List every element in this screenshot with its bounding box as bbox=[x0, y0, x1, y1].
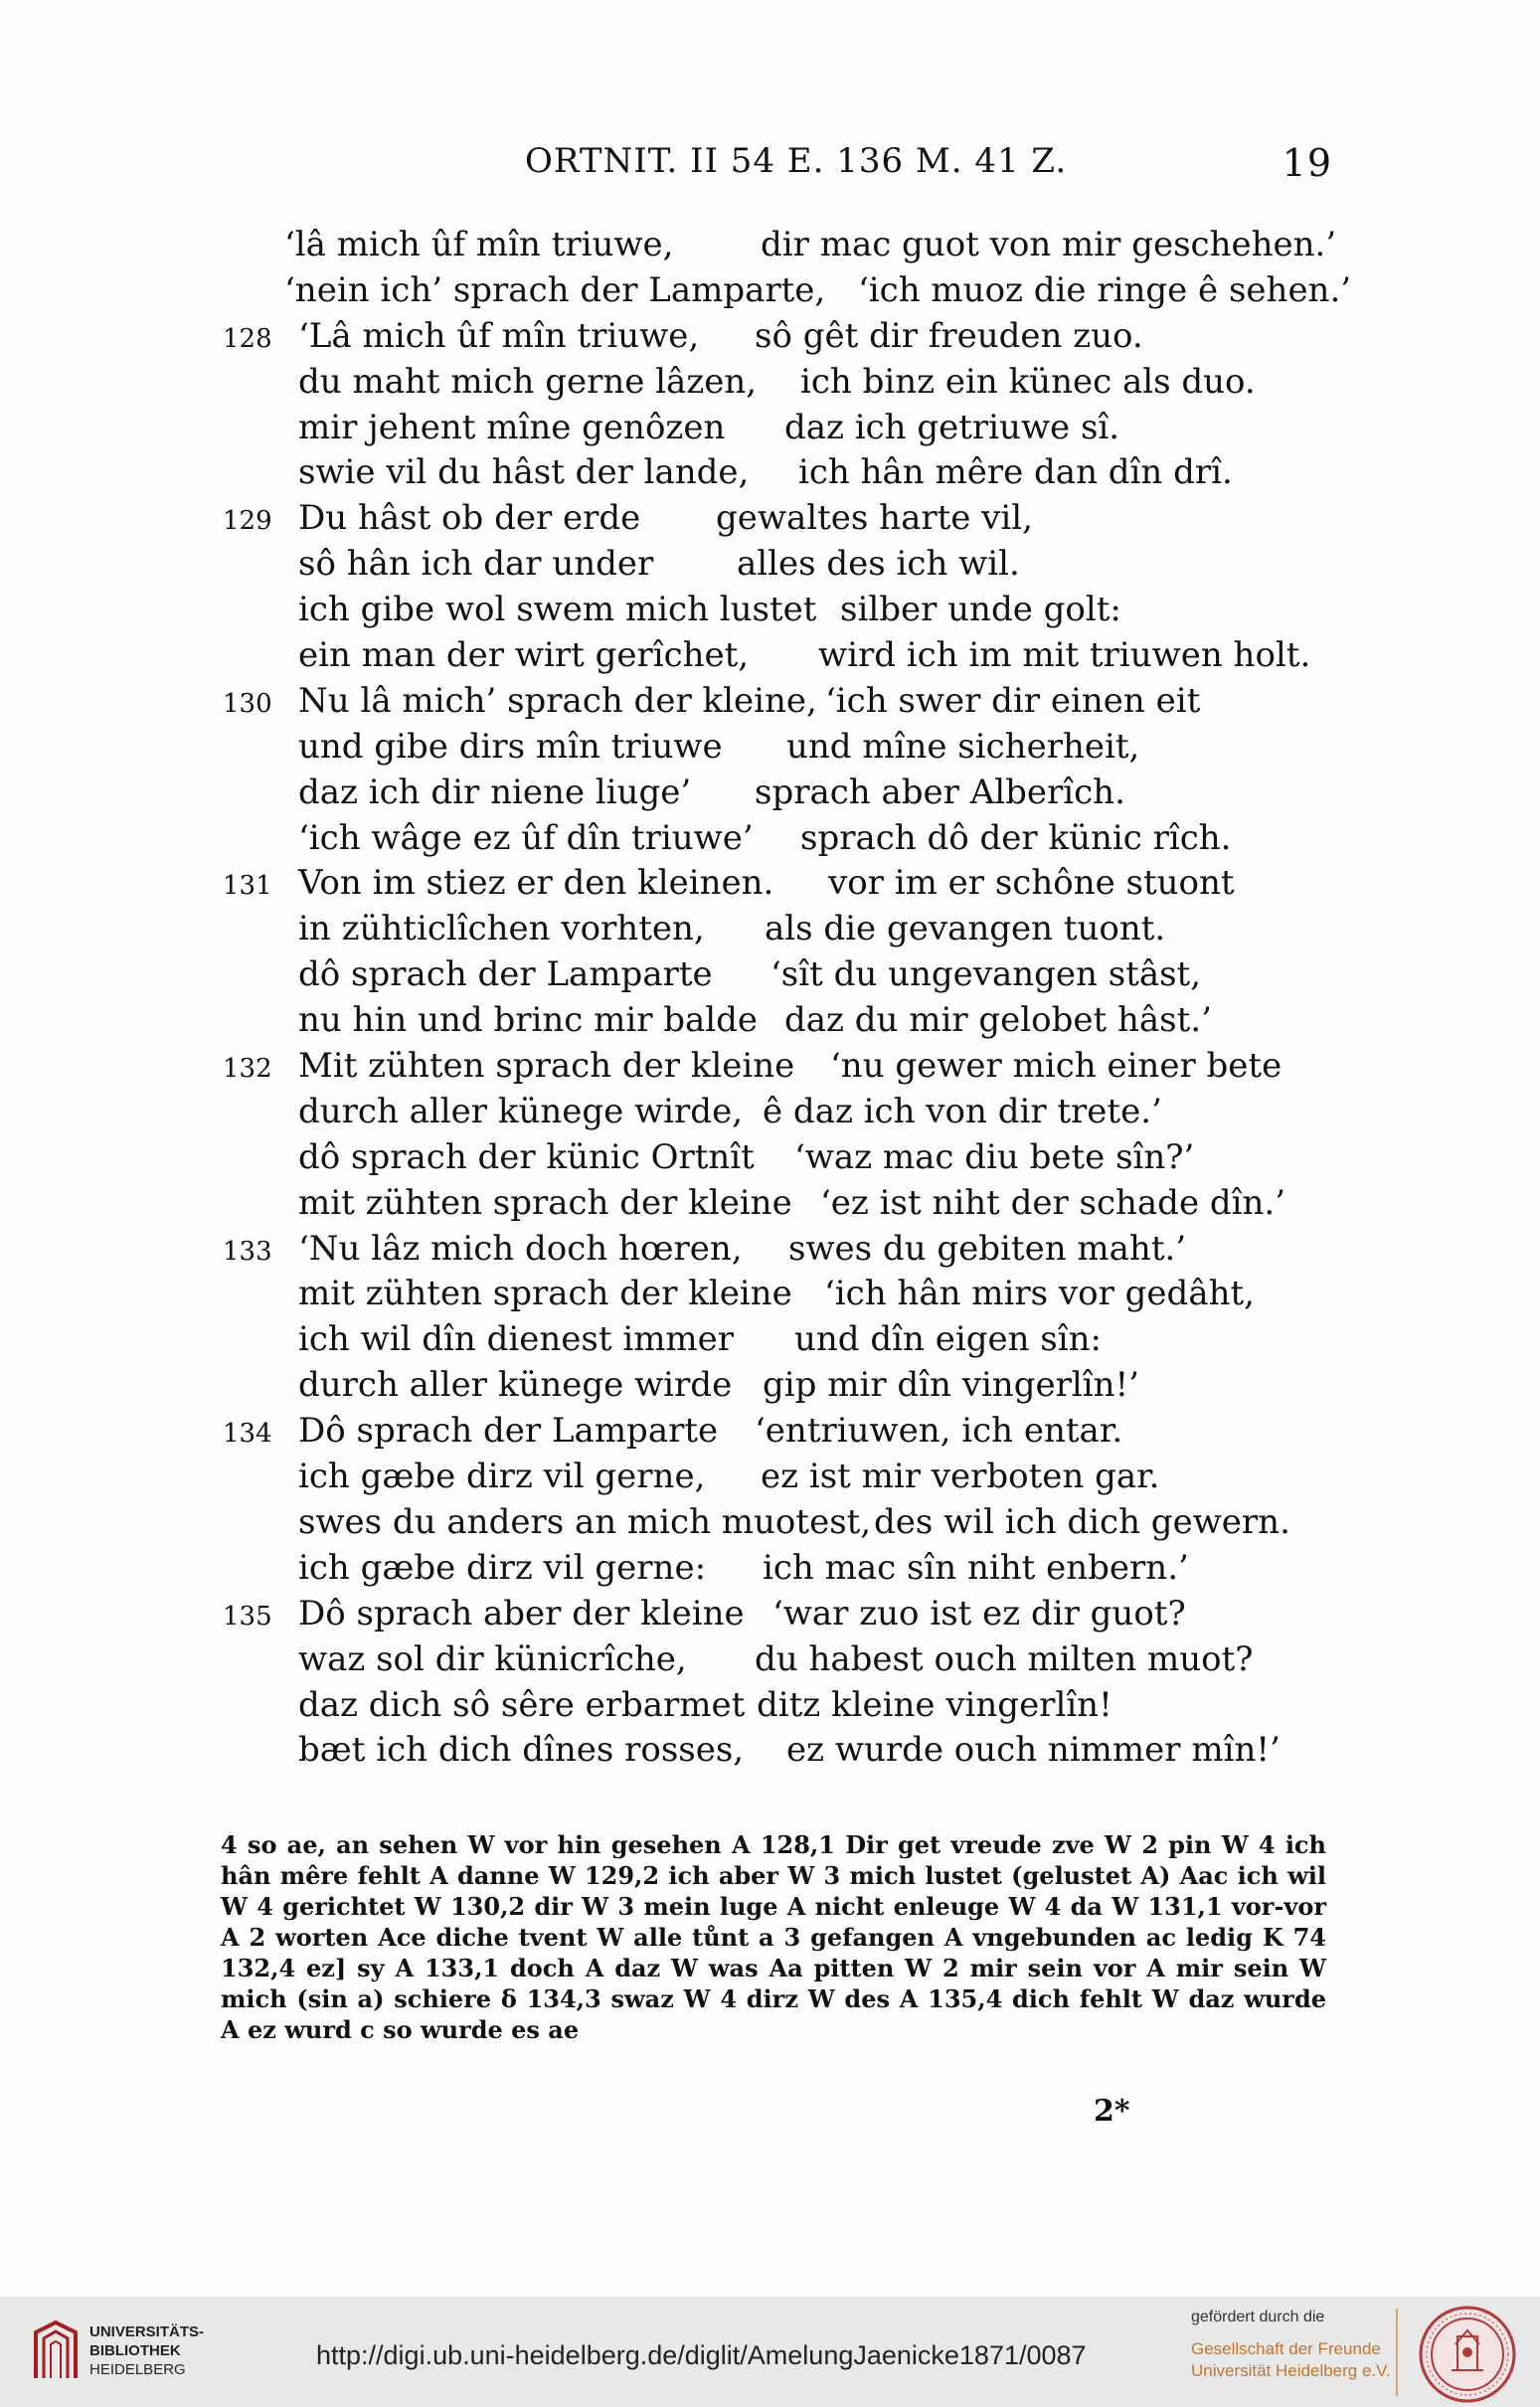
second-half-line: daz ich getriuwe sî. bbox=[784, 407, 1120, 447]
running-title: ORTNIT. II 54 E. 136 M. 41 Z. bbox=[525, 141, 1068, 181]
first-half-line: daz dich sô sêre erbarmet bbox=[298, 1684, 746, 1725]
strophe-number: 132 bbox=[223, 1054, 272, 1085]
funded-by-label: gefördert durch die bbox=[1191, 2309, 1325, 2325]
second-half-line: sprach dô der künic rîch. bbox=[800, 817, 1232, 858]
apparatus-note: 4 so ae, an sehen W vor hin gesehen A 128,1 Dir get vreude zve W 2 pin W 4 ich hân mêre fehlt A danne W 129,2 ich aber W 3 mich lustet (gelustet A) Aac ich wil W 4 gerichtet W 130,2 dir W 3 mein luge A nicht enleuge W 4 da W 131,1 vor-vor A 2 worten Ace diche tvent W alle tůnt a 3 gefangen A vngebunden ac ledig K 74 132,4 ez] sy A 133,1 doch A daz W was Aa pitten W 2 mir sein vor A mir sein W mich (sin a) schiere δ 134,3 swaz W 4 dirz W des A 135,4 dich fehlt W daz wurde A ez wurd c so wurde es ae bbox=[221, 1830, 1326, 2044]
first-half-line: bæt ich dich dînes rosses, bbox=[298, 1730, 745, 1771]
verse-text bbox=[219, 223, 1352, 1774]
verse-line bbox=[219, 450, 1352, 496]
second-half-line: daz du mir gelobet hâst.’ bbox=[784, 1000, 1212, 1041]
second-half-line: silber unde golt: bbox=[840, 590, 1121, 630]
verse-line bbox=[219, 542, 1352, 588]
first-half-line: ich gibe wol swem mich lustet bbox=[298, 590, 817, 630]
first-half-line: durch aller künege wirde bbox=[298, 1365, 733, 1406]
first-half-line: Dô sprach der Lamparte bbox=[298, 1411, 719, 1452]
verse-line bbox=[219, 725, 1352, 771]
strophe-number: 128 bbox=[223, 323, 272, 354]
society-line-1: Gesellschaft der Freunde bbox=[1191, 2339, 1381, 2358]
first-half-line: dô sprach der künic Ortnît bbox=[298, 1136, 755, 1177]
footer-bar bbox=[0, 2297, 1540, 2407]
verse-line bbox=[219, 907, 1352, 952]
second-half-line: ‘war zuo ist ez dir guot? bbox=[772, 1593, 1186, 1633]
verse-line bbox=[219, 268, 1352, 314]
verse-line bbox=[219, 1455, 1352, 1500]
verse-line bbox=[219, 1317, 1352, 1363]
first-half-line: swie vil du hâst der lande, bbox=[298, 452, 750, 493]
first-half-line: mit zühten sprach der kleine bbox=[298, 1274, 792, 1314]
verse-line bbox=[219, 496, 1352, 542]
university-seal-icon bbox=[1418, 2305, 1517, 2404]
second-half-line: gewaltes harte vil, bbox=[716, 498, 1033, 539]
first-half-line: ich wil dîn dienest immer bbox=[298, 1319, 735, 1360]
library-line-2: BIBLIOTHEK bbox=[89, 2342, 181, 2359]
strophe-number: 131 bbox=[223, 871, 272, 902]
first-half-line: Nu lâ mich’ sprach der kleine, bbox=[298, 680, 817, 721]
verse-line bbox=[219, 861, 1352, 907]
page-number: 19 bbox=[1282, 141, 1332, 185]
second-half-line: des wil ich dich gewern. bbox=[874, 1501, 1290, 1542]
second-half-line: ‘ich muoz die ringe ê sehen.’ bbox=[858, 269, 1352, 310]
strophe-number: 133 bbox=[223, 1236, 272, 1267]
strophe-number: 129 bbox=[223, 506, 272, 537]
verse-line bbox=[219, 952, 1352, 998]
first-half-line: ich gæbe dirz vil gerne: bbox=[298, 1547, 707, 1588]
first-half-line: ‘lâ mich ûf mîn triuwe, bbox=[284, 225, 674, 264]
second-half-line: ez wurde ouch nimmer mîn!’ bbox=[786, 1730, 1281, 1771]
first-half-line: Du hâst ob der erde bbox=[298, 498, 641, 539]
verse-line bbox=[219, 1683, 1352, 1729]
second-half-line: und dîn eigen sîn: bbox=[794, 1319, 1102, 1360]
verse-line bbox=[219, 679, 1352, 725]
first-half-line: ‘nein ich’ sprach der Lamparte, bbox=[284, 269, 826, 310]
verse-line bbox=[219, 1272, 1352, 1317]
second-half-line: ‘entriuwen, ich entar. bbox=[755, 1411, 1123, 1452]
society-line-2: Universität Heidelberg e.V. bbox=[1191, 2361, 1391, 2380]
first-half-line: daz ich dir niene liuge’ bbox=[298, 772, 692, 812]
second-half-line: du habest ouch milten muot? bbox=[755, 1638, 1254, 1679]
verse-line bbox=[219, 1135, 1352, 1181]
library-name bbox=[89, 2322, 204, 2379]
first-half-line: in zühticlîchen vorhten, bbox=[298, 909, 705, 949]
second-half-line: sprach aber Alberîch. bbox=[755, 772, 1125, 812]
second-half-line: als die gevangen tuont. bbox=[765, 909, 1166, 949]
verse-line bbox=[219, 1546, 1352, 1592]
second-half-line: ich hân mêre dan dîn drî. bbox=[798, 452, 1233, 493]
second-half-line: ‘nu gewer mich einer bete bbox=[830, 1046, 1283, 1087]
second-half-line: ‘ich swer dir einen eit bbox=[825, 680, 1201, 721]
verse-line bbox=[219, 223, 1352, 268]
signature-mark: 2* bbox=[1094, 2094, 1130, 2129]
verse-line bbox=[219, 1227, 1352, 1273]
second-half-line: ‘sît du ungevangen stâst, bbox=[770, 954, 1202, 995]
running-head bbox=[517, 141, 1332, 191]
first-half-line: mir jehent mîne genôzen bbox=[298, 407, 726, 447]
first-half-line: und gibe dirs mîn triuwe bbox=[298, 726, 723, 767]
second-half-line: gip mir dîn vingerlîn!’ bbox=[763, 1365, 1139, 1406]
verse-line bbox=[219, 1500, 1352, 1546]
library-line-1: UNIVERSITÄTS- bbox=[89, 2323, 205, 2340]
second-half-line: ‘ich hân mirs vor gedâht, bbox=[824, 1274, 1255, 1314]
second-half-line: dir mac guot von mir geschehen.’ bbox=[761, 225, 1337, 264]
first-half-line: ‘Lâ mich ûf mîn triuwe, bbox=[298, 315, 700, 356]
verse-line bbox=[219, 1637, 1352, 1683]
verse-line bbox=[219, 771, 1352, 816]
verse-line bbox=[219, 1409, 1352, 1455]
verse-line bbox=[219, 1592, 1352, 1637]
second-half-line: alles des ich wil. bbox=[737, 544, 1020, 585]
second-half-line: swes du gebiten maht.’ bbox=[788, 1228, 1187, 1269]
first-half-line: Dô sprach aber der kleine bbox=[298, 1593, 745, 1633]
second-half-line: ditz kleine vingerlîn! bbox=[757, 1684, 1112, 1725]
verse-line bbox=[219, 816, 1352, 862]
strophe-number: 135 bbox=[223, 1601, 272, 1632]
permalink-url[interactable]: http://digi.ub.uni-heidelberg.de/diglit/AmelungJaenicke1871/0087 bbox=[316, 2340, 1087, 2370]
second-half-line: vor im er schône stuont bbox=[828, 863, 1235, 904]
verse-line bbox=[219, 406, 1352, 451]
first-half-line: Mit zühten sprach der kleine bbox=[298, 1046, 795, 1087]
verse-line bbox=[219, 998, 1352, 1044]
first-half-line: ‘Nu lâz mich doch hœren, bbox=[298, 1228, 743, 1269]
first-half-line: ‘ich wâge ez ûf dîn triuwe’ bbox=[298, 817, 754, 858]
first-half-line: durch aller künege wirde, bbox=[298, 1091, 743, 1131]
first-half-line: dô sprach der Lamparte bbox=[298, 954, 713, 995]
first-half-line: ich gæbe dirz vil gerne, bbox=[298, 1457, 706, 1497]
first-half-line: waz sol dir künicrîche, bbox=[298, 1638, 687, 1679]
second-half-line: und mîne sicherheit, bbox=[786, 726, 1140, 767]
first-half-line: du maht mich gerne lâzen, bbox=[298, 361, 758, 402]
critical-apparatus bbox=[221, 1829, 1326, 2129]
second-half-line: ‘ez ist niht der schade dîn.’ bbox=[820, 1182, 1286, 1223]
second-half-line: ê daz ich von dir trete.’ bbox=[763, 1091, 1162, 1131]
first-half-line: swes du anders an mich muotest, bbox=[298, 1501, 872, 1542]
first-half-line: Von im stiez er den kleinen. bbox=[298, 863, 774, 904]
verse-line bbox=[219, 1728, 1352, 1774]
first-half-line: nu hin und brinc mir balde bbox=[298, 1000, 759, 1041]
strophe-number: 130 bbox=[223, 688, 272, 719]
strophe-number: 134 bbox=[223, 1419, 272, 1450]
verse-line bbox=[219, 1181, 1352, 1227]
footer-divider bbox=[1396, 2309, 1398, 2396]
library-line-3: HEIDELBERG bbox=[89, 2361, 186, 2378]
second-half-line: ez ist mir verboten gar. bbox=[761, 1457, 1160, 1497]
second-half-line: ich mac sîn niht enbern.’ bbox=[763, 1547, 1189, 1588]
verse-line bbox=[219, 1363, 1352, 1409]
first-half-line: ein man der wirt gerîchet, bbox=[298, 635, 750, 676]
second-half-line: ich binz ein künec als duo. bbox=[800, 361, 1256, 402]
first-half-line: mit zühten sprach der kleine bbox=[298, 1182, 792, 1223]
university-library-logo-icon bbox=[30, 2319, 82, 2382]
verse-line bbox=[219, 314, 1352, 360]
society-name[interactable] bbox=[1191, 2338, 1391, 2382]
verse-line bbox=[219, 1090, 1352, 1135]
verse-line bbox=[219, 1044, 1352, 1090]
verse-line bbox=[219, 360, 1352, 406]
second-half-line: ‘waz mac diu bete sîn?’ bbox=[794, 1136, 1195, 1177]
first-half-line: sô hân ich dar under bbox=[298, 544, 654, 585]
verse-line bbox=[219, 588, 1352, 633]
second-half-line: sô gêt dir freuden zuo. bbox=[755, 315, 1143, 356]
verse-line bbox=[219, 633, 1352, 679]
second-half-line: wird ich im mit triuwen holt. bbox=[818, 635, 1311, 676]
